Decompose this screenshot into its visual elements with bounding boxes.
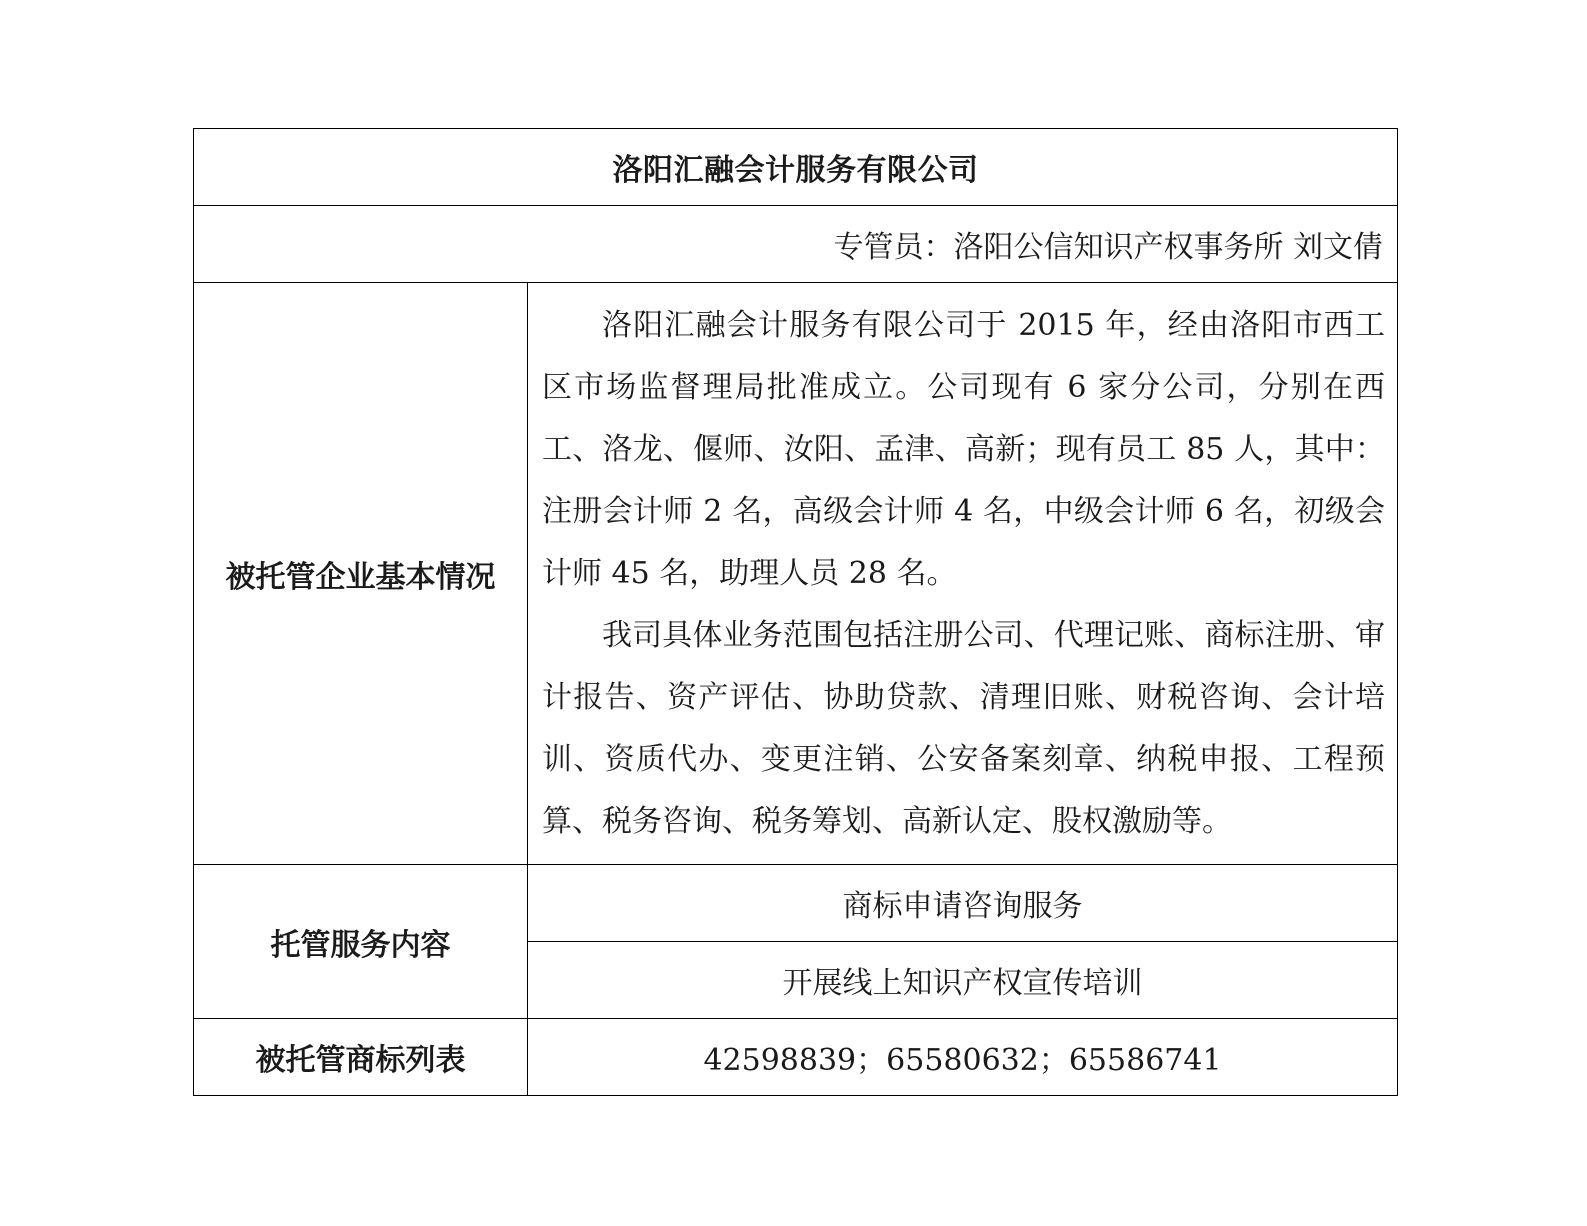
service-item: 开展线上知识产权宣传培训 [528,942,1398,1019]
business-scope-paragraph: 我司具体业务范围包括注册公司、代理记账、商标注册、审计报告、资产评估、协助贷款、清理旧账、财税咨询、会计培训、资质代办、变更注销、公安备案刻章、纳税申报、工程预算、税务咨询、税务筹划、高新认定、股权激励等。 [542,617,1385,839]
services-row [194,865,1398,942]
basic-info-content [528,283,1398,865]
basic-info-row [194,283,1398,865]
trademarks-label: 被托管商标列表 [194,1019,528,1096]
basic-info-label: 被托管企业基本情况 [194,283,528,865]
services-label: 托管服务内容 [194,865,528,1019]
company-title: 洛阳汇融会计服务有限公司 [194,129,1398,206]
title-row [194,129,1398,206]
manager-line: 专管员：洛阳公信知识产权事务所 刘文倩 [194,206,1398,283]
trademark-numbers: 42598839；65580632；65586741 [528,1019,1398,1096]
basic-info-paragraph: 洛阳汇融会计服务有限公司于 2015 年，经由洛阳市西工区市场监督理局批准成立。公司现有 6 家分公司，分别在西工、洛龙、偃师、汝阳、孟津、高新；现有员工 85 人，其中：注册会计师 2 名，高级会计师 4 名，中级会计师 6 名，初级会计师 45 名，助理人员 28 名。 [542,307,1385,591]
manager-row [194,206,1398,283]
service-item: 商标申请咨询服务 [528,865,1398,942]
trademarks-row [194,1019,1398,1096]
company-info-table [193,128,1398,1096]
